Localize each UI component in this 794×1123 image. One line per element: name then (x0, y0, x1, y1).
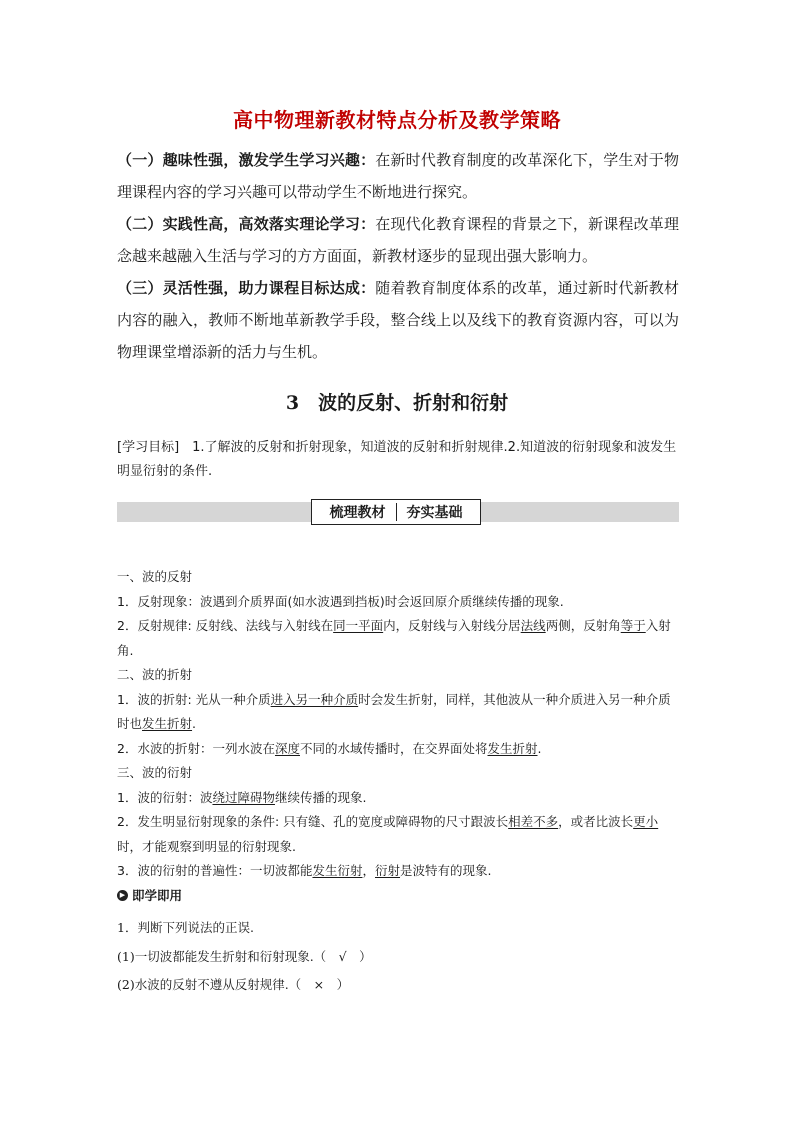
intro-heading-3: （三）灵活性强，助力课程目标达成： (117, 279, 376, 297)
blank-answer: 发生衍射 (312, 863, 363, 878)
text-run: 2．发生明显衍射现象的条件: 只有缝、孔的宽度或障碍物的尺寸跟波长 (117, 814, 509, 829)
text-run: 3．波的衍射的普遍性：一切波都能 (117, 863, 313, 878)
banner-right-text: 夯实基础 (406, 505, 463, 521)
practice-title: 即学即用 (132, 887, 183, 903)
text-run: 2．水波的折射：一列水波在 (117, 740, 275, 756)
intro-text-1: 在新时代教育制度的改革深化下，学生对于物理课程内容的学习兴趣可以带动学生不断地进行探究。 (117, 151, 679, 201)
blank-answer: 进入另一种介质 (270, 691, 359, 707)
content-body (117, 565, 679, 998)
question-1: 1．判断下列说法的正误. (117, 920, 254, 935)
blank-answer: 同一平面 (333, 618, 384, 633)
blank-answer: 衍射 (375, 863, 401, 878)
banner-divider (396, 503, 397, 521)
text-run: 时会发生折射，同样，其他波从一种介质进入另一种介质时也 (117, 691, 671, 731)
diffraction-definition (117, 786, 679, 811)
blank-answer: 折射 (167, 716, 193, 731)
blank-answer: 相差不多 (508, 814, 559, 829)
text-run: 不同的水域传播时，在交界面处将 (299, 740, 488, 756)
page-title: 高中物理新教材特点分析及教学策略 (233, 108, 561, 132)
water-wave-refraction (117, 737, 679, 762)
text-run: 两侧，反射角 (545, 618, 621, 633)
text-run: 2．反射规律: 反射线、法线与入射线在 (117, 618, 334, 633)
text-run: 1．波的折射: 光从一种介质 (117, 691, 271, 707)
reflection-law (117, 614, 679, 663)
diffraction-condition (117, 810, 679, 859)
intro-heading-1: （一）趣味性强，激发学生学习兴趣： (117, 151, 376, 169)
intro-paragraph-3 (117, 272, 679, 368)
heading-diffraction: 三、波的衍射 (117, 765, 193, 780)
heading-reflection: 一、波的反射 (117, 569, 193, 584)
text-run: 1．波的衍射：波 (117, 789, 213, 805)
question-1-item-2: (2)水波的反射不遵从反射规律.（ × ） (117, 977, 350, 992)
text-run: 入射角. (117, 618, 671, 658)
text-run: . (537, 740, 542, 756)
blank-answer: 等于 (620, 618, 646, 633)
learning-goal: [学习目标] 1.了解波的反射和折射现象，知道波的反射和折射规律.2.知道波的衍射现象和波发生明显衍射的条件. (117, 440, 677, 479)
intro-text-3: 随着教育制度体系的改革，通过新时代新教材内容的融入，教师不断地革新教学手段，整合线上以及线下的教育资源内容，可以为物理课堂增添新的活力与生机。 (117, 279, 679, 361)
section-title: 3 波的反射、折射和衍射 (285, 392, 509, 414)
banner-label (311, 499, 481, 525)
text-run: . (192, 716, 197, 731)
blank-answer: 绕过障碍物 (212, 789, 275, 805)
refraction-definition (117, 688, 679, 737)
text-run: ，或者比波长 (558, 814, 634, 829)
text-run: 是波特有的现象. (400, 863, 492, 878)
banner-left-text: 梳理教材 (329, 505, 386, 521)
diffraction-universality (117, 859, 679, 884)
intro-section (117, 144, 679, 368)
text-run: 时，才能观察到明显的衍射现象. (117, 838, 296, 854)
text-run: 内，反射线与入射线分居 (383, 618, 521, 633)
reflection-phenomenon: 1．反射现象：波遇到介质界面(如水波遇到挡板)时会返回原介质继续传播的现象. (117, 593, 564, 609)
blank-answer: 发生 (142, 716, 168, 731)
intro-heading-2: （二）实践性高，高效落实理论学习： (117, 215, 376, 233)
text-run: 继续传播的现象. (274, 789, 367, 805)
text-run: ， (362, 863, 375, 878)
play-circle-icon: ▶ (117, 890, 128, 901)
intro-paragraph-1 (117, 144, 679, 208)
question-1-item-1: (1)一切波都能发生折射和衍射现象.（ √ ） (117, 948, 372, 964)
blank-answer: 法线 (520, 618, 546, 633)
heading-refraction: 二、波的折射 (117, 667, 193, 682)
practice-heading (117, 884, 679, 909)
blank-answer: 更小 (633, 814, 659, 829)
intro-text-2: 在现代化教育课程的背景之下，新课程改革理念越来越融入生活与学习的方方面面，新教材逐步的显现出强大影响力。 (117, 215, 679, 265)
blank-answer: 深度 (274, 740, 300, 756)
blank-answer: 发生折射 (487, 740, 538, 756)
intro-paragraph-2 (117, 208, 679, 272)
